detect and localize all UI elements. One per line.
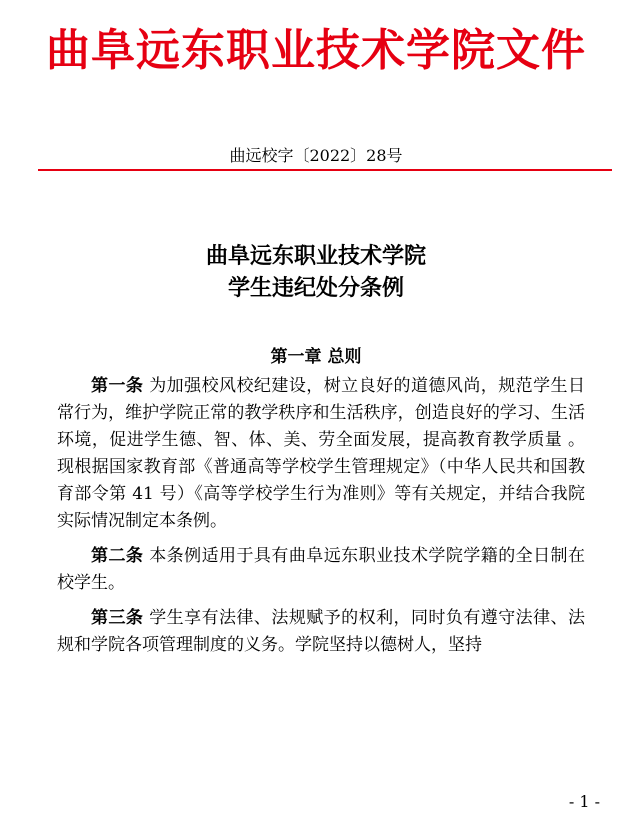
article-text: 为加强校风校纪建设，树立良好的道德风尚，规范学生日常行为，维护学院正常的教学秩序和生活秩序，创造良好的学习、生活环境，促进学生德、智、体、美、劳全面发展，提高教育教学质量 。现根据国家教育部《普通高等学校学生管理规定》（中华人民共和国教育部令第 41 号）《高等学校学生行为准则》等有关规定，并结合我院实际情况制定本条例。 <box>57 376 586 531</box>
article-label: 第二条 <box>91 546 144 566</box>
document-body <box>57 373 585 667</box>
page-number: - 1 - <box>568 792 600 811</box>
article-text: 学生享有法律、法规赋予的权利，同时负有遵守法律、法规和学院各项管理制度的义务。学院坚持以德树人，坚持 <box>57 608 586 655</box>
article-label: 第一条 <box>91 376 144 396</box>
article-text: 本条例适用于具有曲阜远东职业技术学院学籍的全日制在校学生。 <box>57 546 586 593</box>
red-header-divider <box>38 169 612 171</box>
document-title <box>0 240 632 304</box>
article-2 <box>57 543 585 597</box>
article-1 <box>57 373 585 535</box>
document-title-line-2: 学生违纪处分条例 <box>227 275 404 301</box>
chapter-heading: 第一章 总则 <box>270 347 362 367</box>
document-number: 曲远校字〔2022〕28号 <box>229 146 403 165</box>
document-header-title: 曲阜远东职业技术学院文件 <box>46 25 586 76</box>
article-3 <box>57 605 585 659</box>
document-title-line-1: 曲阜远东职业技术学院 <box>205 243 426 269</box>
article-label: 第三条 <box>91 608 144 628</box>
